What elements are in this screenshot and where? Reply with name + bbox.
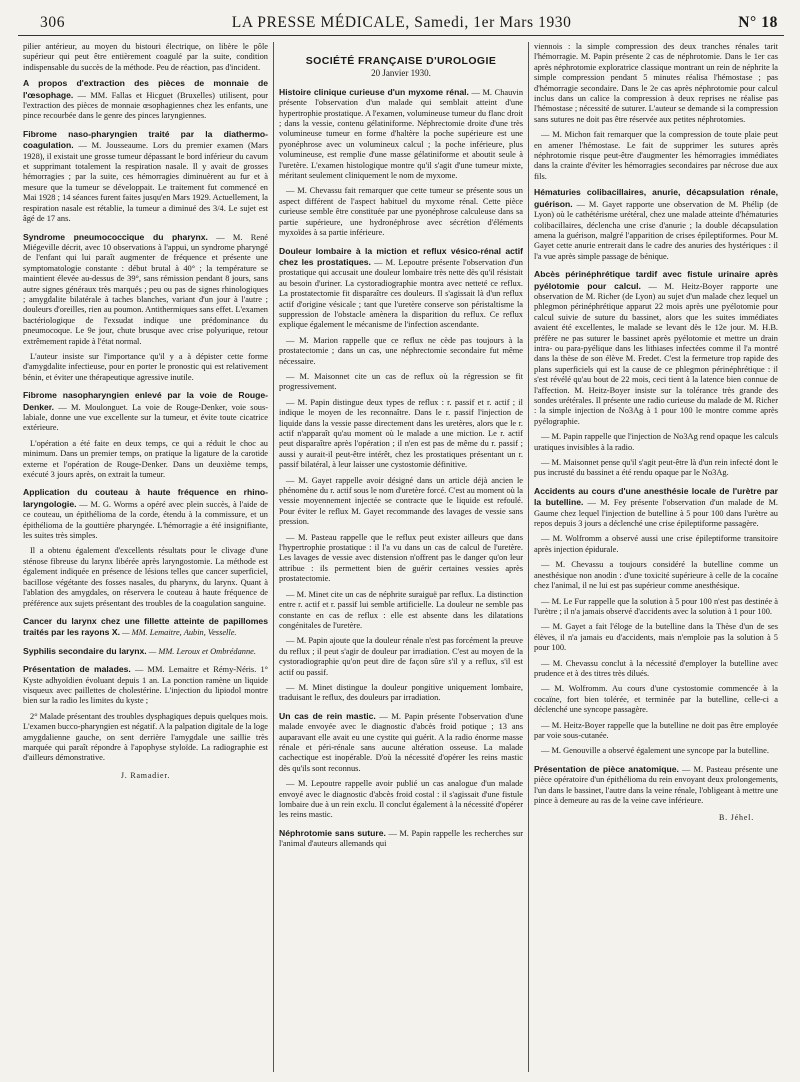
article-title: Néphrotomie sans suture. <box>279 827 386 838</box>
signature: B. Jéhel. <box>719 813 754 823</box>
article-body: — M. Moulonguet. La voie de Rouge-Denker, voie sous-labiale, donne une vue excellente sur la tumeur, et évite toute cicatrice extérieure. <box>23 402 268 433</box>
article-title: A propos d'extraction des pièces de monnaie de l'œsophage. <box>23 78 268 100</box>
article-body: — M. Heitz-Boyer rapporte une observation de M. Richer (de Lyon) au sujet d'un malade chez lequel un phlegmon périnéphrétique apparut 22 mois après une pyélotomie pour calcul suivie de suture du bassinet, alors que les suites immédiates avaient été excellentes, le malade se levant dès le 12e jour. M. H.B. préfère ne pas suturer le bassinet après pyélotomie et mettre un drain intra- ou para-pyélique dans les lithiases infectées comme il l'a montré dans la thèse de son élève M. Fredet. C'est la fermeture trop rapide des plans superficiels qui est la cause de ce phlegmon périnéphrétique : il s'est révélé qu'au bout de 22 mois, ceci tient à la latence bien connue de l'affection. M. Heitz-Boyer insiste sur la tolérance très grande des sondes urétérales. Il présente une radio curieuse du malade de M. Richer : la simple injection de No3Ag à 1 pour 100 le montre comme après pyélographie. <box>534 281 779 426</box>
paragraph: — M. Papin rappelle que l'injection de No3Ag rend opaque les calculs uratiques invisibles à la radio. <box>534 432 778 452</box>
article <box>279 828 523 850</box>
paragraph: — M. Gayet rappelle avoir désigné dans un article déjà ancien le phénomène du r. actif sous le nom d'uretère forcé. C'est au moment où la vessie moyennement injectée se contracte que le liquide est refoulé. Pour éviter le reflux M. Gayet recommande des lavages de vessie sans pression. <box>279 475 523 527</box>
paragraph: L'auteur insiste sur l'importance qu'il y a à dépister cette forme d'amygdalite infectieuse, pour en porter le pronostic qui est relativement bénin, et éviter une thérapeutique agressive inutile. <box>23 351 268 382</box>
article-body: — M. Chauvin présente l'observation d'un malade qui semblait atteint d'une hypertrophie prostatique. A l'examen, volumineuse tumeur du flanc droit ; dans la vessie, contenu gélatiniforme. Néphrectomie droite d'une très volumineuse tumeur en forme d'haltère la poche supérieure est une pyonéphrose avec un volumineux calcul ; la poche inférieure, plus volumineuse, est remplie d'une masse gélatiniforme et aboutit seule à l'uretère. L'examen histologique montre qu'il s'agit d'une tumeur mixte, méritant seulement cliniquement le nom de myxome. <box>279 87 524 181</box>
article-title: Fibrome naso-pharyngien traité par la diathermo-coagulation. <box>23 128 268 151</box>
article-title: Présentation de malades. <box>23 664 131 675</box>
paragraph: — M. Chevassu a toujours considéré la butelline comme un anesthésique non anodin : d'une toxicité supérieure à celle de la cocaïne chez l'animal, il ne lui est pas supérieur comme anesthésique. <box>534 560 778 591</box>
column-middle <box>273 42 528 1072</box>
article <box>23 616 268 639</box>
article-body: — M. Lepoutre présente l'observation d'un prostatique qui accusait une douleur lombaire très nette dès qu'il résistait au besoin d'uriner. La cystoradiographie montra avec netteté ce reflux. La prostatectomie fit disparaître ces douleurs. Il s'agissait là d'un reflux actif d'origine vésicale ; tant que l'uretère conserve son péristaltisme la suppression de l'obstacle amènera la disparition du reflux. Ce reflux explique également le mécanisme de l'infection ascendante. <box>279 257 523 330</box>
article-title: Syphilis secondaire du larynx. <box>23 645 147 656</box>
article <box>279 711 523 821</box>
signature: J. Ramadier. <box>120 770 171 780</box>
article-body: — MM. Leroux et Ombrédanne. <box>146 646 256 656</box>
article <box>534 187 778 262</box>
column-left <box>18 42 273 1072</box>
paragraph: — M. Marion rappelle que ce reflux ne cède pas toujours à la prostatectomie ; dans un cas, une néphrectomie secondaire fut même nécessaire. <box>279 335 523 366</box>
article-title: Hématuries colibacillaires, anurie, décapsulation rénale, guérison. <box>534 187 778 209</box>
article-body: — M. Gayet rapporte une observation de M. Phélip (de Lyon) où le cathétérisme urétéral, chez une malade atteinte d'hématuries colibacillaires, déclencha une crise d'anurie ; la double décapsulation amena la guérison, malgré l'apparition de crises épileptiformes. Pour M. Gayet cette anurie entrerait dans le cadre des anuries des hystériques : il l'a vue après simple passage de bénique. <box>534 199 778 261</box>
article <box>23 390 268 480</box>
article-title: Application du couteau à haute fréquence en rhino-laryngologie. <box>23 487 268 509</box>
paragraph: — M. Heitz-Boyer rappelle que la butelline ne doit pas être employée par voie sous-cutanée. <box>534 720 778 740</box>
paragraph: — M. Gayet a fait l'éloge de la butelline dans la Thèse d'un de ses élèves, il n'a jamais eu d'accidents, mais n'emploie pas la solution à 5 pour 100. <box>534 622 778 653</box>
running-head <box>18 14 784 36</box>
article <box>279 246 523 704</box>
article <box>23 664 268 764</box>
article <box>534 269 778 479</box>
paragraph: — M. Minet distingue la douleur pongitive uniquement lombaire, traduisant le reflux, des douleurs par irradiation. <box>279 682 523 703</box>
article <box>23 646 268 657</box>
paragraph: — M. Chevassu conclut à la nécessité d'employer la butelline avec prudence et à des titres très dilués. <box>534 658 778 678</box>
journal-title: LA PRESSE MÉDICALE, Samedi, 1er Mars 1930 <box>231 14 572 31</box>
article <box>23 129 268 225</box>
article-body: — M. Papin rappelle les recherches sur l'animal d'auteurs allemands qui <box>279 828 523 849</box>
paragraph: viennois : la simple compression des deux tranches rénales tarit l'hémorragie. M. Papin présente 2 cas de néphrotomie. Dans le 1er cas après néphrotomie exploratrice classique montrant un rein de néphrite la simple compression pendant 5 minutes réalisa l'hémostase ; pas d'hémorragie secondaire. Dans le 2e cas après néphrotomie pour calcul inclus dans un calice la compression à deux reprises ne réalise pas l'hémostase ; nécessité de suturer. L'auteur se demande si la compression sans sutures ne doit pas être réservée aux petites néphrotomies. <box>534 42 778 124</box>
article <box>534 764 778 807</box>
paragraph: Il a obtenu également d'excellents résultats pour le clivage d'une sténose fibreuse du larynx libérée après laryngostomie. La méthode est également indiquée en présence de lésions telles que cancer superficiel, bacillose végétante des fosses nasales, du pharynx, du larynx. Quant à l'ablation des amygdales, on réservera le couteau à haute fréquence de préférence aux sujets présentant des troubles de la coagulation sanguine. <box>23 546 268 608</box>
article <box>279 87 523 239</box>
text-columns <box>18 42 784 1072</box>
column-right <box>528 42 783 1072</box>
paragraph: — M. Papin ajoute que la douleur rénale n'est pas forcément la preuve du reflux ; il peut s'agir de douleur par irradiation. C'est au moyen de la cystoradiographie qu'on peut dire de façon sûre s'il y a reflux, s'il est actif ou passif. <box>279 636 523 677</box>
article-body: — M. Pasteau présente une pièce opératoire d'un épithélioma du rein envoyant deux prolongements, l'un dans le bassinet, l'autre dans la veine rénale, l'obligeant à mettre une pince à demeure au ras de la veine cave inférieure. <box>534 764 778 805</box>
paragraph: — M. Maisonnet cite un cas de reflux où la régression se fit progressivement. <box>279 371 523 392</box>
issue-number: N° 18 <box>738 14 778 31</box>
paragraph: — M. Chevassu fait remarquer que cette tumeur se présente sous un aspect différent de l'aspect habituel du myxome rénal. Cette pièce curieuse semble être constituée par une pyonéphrose calculeuse dans sa partie supérieure, une hydronéphrose avec sécrétion d'éléments myxoïdes à sa partie inférieure. <box>279 186 523 238</box>
article <box>23 232 268 384</box>
article-title: Cancer du larynx chez une fillette atteinte de papillomes traités par les rayons X. <box>23 615 268 638</box>
paragraph: — M. Papin distingue deux types de reflux : r. passif et r. actif ; il indique le moyen de les reconnaître. Dans le r. passif l'injection de liquide dans la vessie passe directement dans les uretères, alors que le r. actif n'apparaît qu'au moment où le malade a une miction. Le r. actif peut disparaître après l'opération ; il n'en est pas de même du r. passif ; aussi y aurait-il peut-être intérêt, chez les prostatiques présentant un r. passif bilatéral, à leur laisser une cystostomie définitive. <box>279 397 523 470</box>
paragraph: — M. Maisonnet pense qu'il s'agit peut-être là d'un rein infecté dont le pus incrusté du bassinet a été rendu opaque par le No3Ag. <box>534 458 778 478</box>
article-title: Un cas de rein mastic. <box>279 710 376 721</box>
page-number: 306 <box>40 14 66 31</box>
article-body: — MM. Lemaitre, Aubin, Vesselle. <box>119 628 237 638</box>
article-body: — M. René Miégeville décrit, avec 10 observations à l'appui, un syndrome pharyngé de l'enfant qui lui paraît augmenter de fréquence et présente une symptomatologie constante : début brutal à 40° ; la température se maintient élevée au-dessus de 39°, sans rémission pendant 8 jours, sans autre signes généraux très marqués ; peu ou pas de signes rhinologiques ; amygdalite bilatérale à taches blanches, variant d'un jour à l'autre ; douleurs d'oreilles, rien au poumon. Antithermiques sans effet. L'examen bactériologique de l'exsudat indique une prédominance du pneumocoque. Le 9e jour, chute brusque avec crise polyurique, retour extrêmement rapide à l'état normal. <box>23 232 268 346</box>
article-title: Abcès périnéphrétique tardif avec fistule urinaire après pyélotomie pour calcul. <box>534 269 778 291</box>
paragraph: — M. Wolfromm. Au cours d'une cystostomie commencée à la cocaïne, fort bien tolérée, et terminée par la butelline, celle-ci a déclenché une syncope passagère. <box>534 684 778 715</box>
paragraph: — M. Pasteau rappelle que le reflux peut exister ailleurs que dans l'hypertrophie prostatique : il l'a vu dans un cas de calcul de l'uretère. Les lavages de vessie avec distension n'offrent pas le danger qu'on leur attribue : ils permettent bien de guérir certaines vessies après prostatectomie. <box>279 532 523 584</box>
paragraph: — M. Wolfromm a observé aussi une crise épileptiforme transitoire après injection épidurale. <box>534 534 778 554</box>
article-body: — M. Papin présente l'observation d'une malade envoyée avec le diagnostic d'abcès froid potique ; 13 ans auparavant elle avait eu une cystite qui guérit. A la radio énorme masse rénale et péri-rénale sans aucune altération osseuse. La malade cachectique est inopérable. D'où la nécessité d'opérer les reins mastic dès qu'ils sont reconnus. <box>279 711 523 773</box>
article-body: — M. Jousseaume. Lors du premier examen (Mars 1928), il existait une grosse tumeur dépassant le bord inférieur du cavum et supprimant totalement la respiration nasale. Il y avait de grosses hémorragies ; par la suite, ces hémorragies diminuèrent au fur et à mesure que la tumeur se développait. Le traitement fut commencé en Mai 1928 ; 14 séances furent faites jusqu'en Mars 1929. Actuellement, la respiration nasale est rétablie, la tumeur a diminué des 3/4. Le sujet est âgé de 17 ans. <box>23 141 268 224</box>
paragraph: L'opération a été faite en deux temps, ce qui a réduit le choc au minimum. Dans un premier temps, on pratique la ligature de la carotide externe et l'opération de Rouge-Denker. Dans un deuxième temps, exécuté 3 jours après, on extrait la tumeur. <box>23 438 268 480</box>
article-title: Histoire clinique curieuse d'un myxome rénal. <box>279 86 469 97</box>
article-title: Douleur lombaire à la miction et reflux vésico-rénal actif chez les prostatiques. <box>279 245 523 267</box>
paragraph: — M. Le Fur rappelle que la solution à 5 pour 100 n'est pas destinée à l'urètre ; il n'a jamais observé d'accidents avec la solution à 1 pour 100. <box>534 596 778 616</box>
society-heading: SOCIÉTÉ FRANÇAISE D'UROLOGIE <box>305 55 497 67</box>
session-date: 20 Janvier 1930. <box>371 68 431 79</box>
article <box>534 486 778 757</box>
article-title: Syndrome pneumococcique du pharynx. <box>23 231 208 242</box>
article <box>23 78 268 122</box>
article-body: — M. Fey présente l'observation d'un malade de M. Gaume chez lequel l'injection de butelline à 5 pour 100 dans l'urètre au repos depuis 3 jours a déclenché une crise épileptiforme passagère. <box>534 498 778 529</box>
article <box>23 487 268 608</box>
paragraph: 2° Malade présentant des troubles dysphagiques depuis quelques mois. L'examen bucco-pharyngien est négatif. A la palpation digitale de la loge amygdalienne gauche, on sent derrière l'amygdale une saillie très marquée qui paraît répondre à l'apophyse styloïde. La radiographie est d'ailleurs démonstrative. <box>23 711 268 763</box>
paragraph: — M. Minet cite un cas de néphrite suraiguë par reflux. La distinction entre r. actif et r. passif lui semble artificielle. La douleur ne semble pas constante en cas de reflux : elle est absente dans les dilatations congénitales de l'uretère. <box>279 589 523 630</box>
article-title: Fibrome nasopharyngien enlevé par la voie de Rouge-Denker. <box>23 390 268 412</box>
paragraph: — M. Genouville a observé également une syncope par la butelline. <box>541 746 769 756</box>
article-body: — M. G. Worms a opéré avec plein succès, à l'aide de ce couteau, un épithélioma de la corde, étendu à la commissure, et un épithélioma de la gouttière pharyngée. L'hémorragie a été insignifiante, les suites très simples. <box>23 499 268 541</box>
article-title: Présentation de pièce anatomique. <box>534 763 679 774</box>
paragraph: pilier antérieur, au moyen du bistouri électrique, on libère le pôle supérieur qui peut être entièrement coagulé par la suite, condition indispensable du succès de la méthode. Peu de réaction, pas d'incident. <box>23 42 268 72</box>
article-title: Accidents au cours d'une anesthésie locale de l'urètre par la butelline. <box>534 485 778 508</box>
paragraph: — M. Lepoutre rappelle avoir publié un cas analogue d'un malade envoyé avec le diagnostic d'abcès froid costal : il s'agissait d'une fistule lombaire due à un rein exclu. Il conclut également à la nécessité d'opérer les reins mastic. <box>279 779 523 820</box>
article-body: — MM. Fallas et Hicguet (Bruxelles) utilisent, pour l'extraction des pièces de monnaie œsophagiennes chez les enfants, une pince recourbée dans le genre des pinces laryngiennes. <box>23 90 268 121</box>
article-body: — MM. Lemaitre et Rémy-Néris. 1° Kyste adhyoïdien évoluant depuis 1 an. La ponction ramène un liquide visqueux avec paillettes de cholestérine. L'injection du lipiodol montre bien sur la radio les limites du kyste ; <box>23 665 268 706</box>
paragraph: — M. Michon fait remarquer que la compression de toute plaie peut en amener l'hémostase. Le fait de supprimer les sutures après néphrotomie risque peut-être d'augmenter les hémorragies immédiates dans la crainte d'éviter les hémorragies secondaires par nécrose due aux fils. <box>534 130 778 181</box>
